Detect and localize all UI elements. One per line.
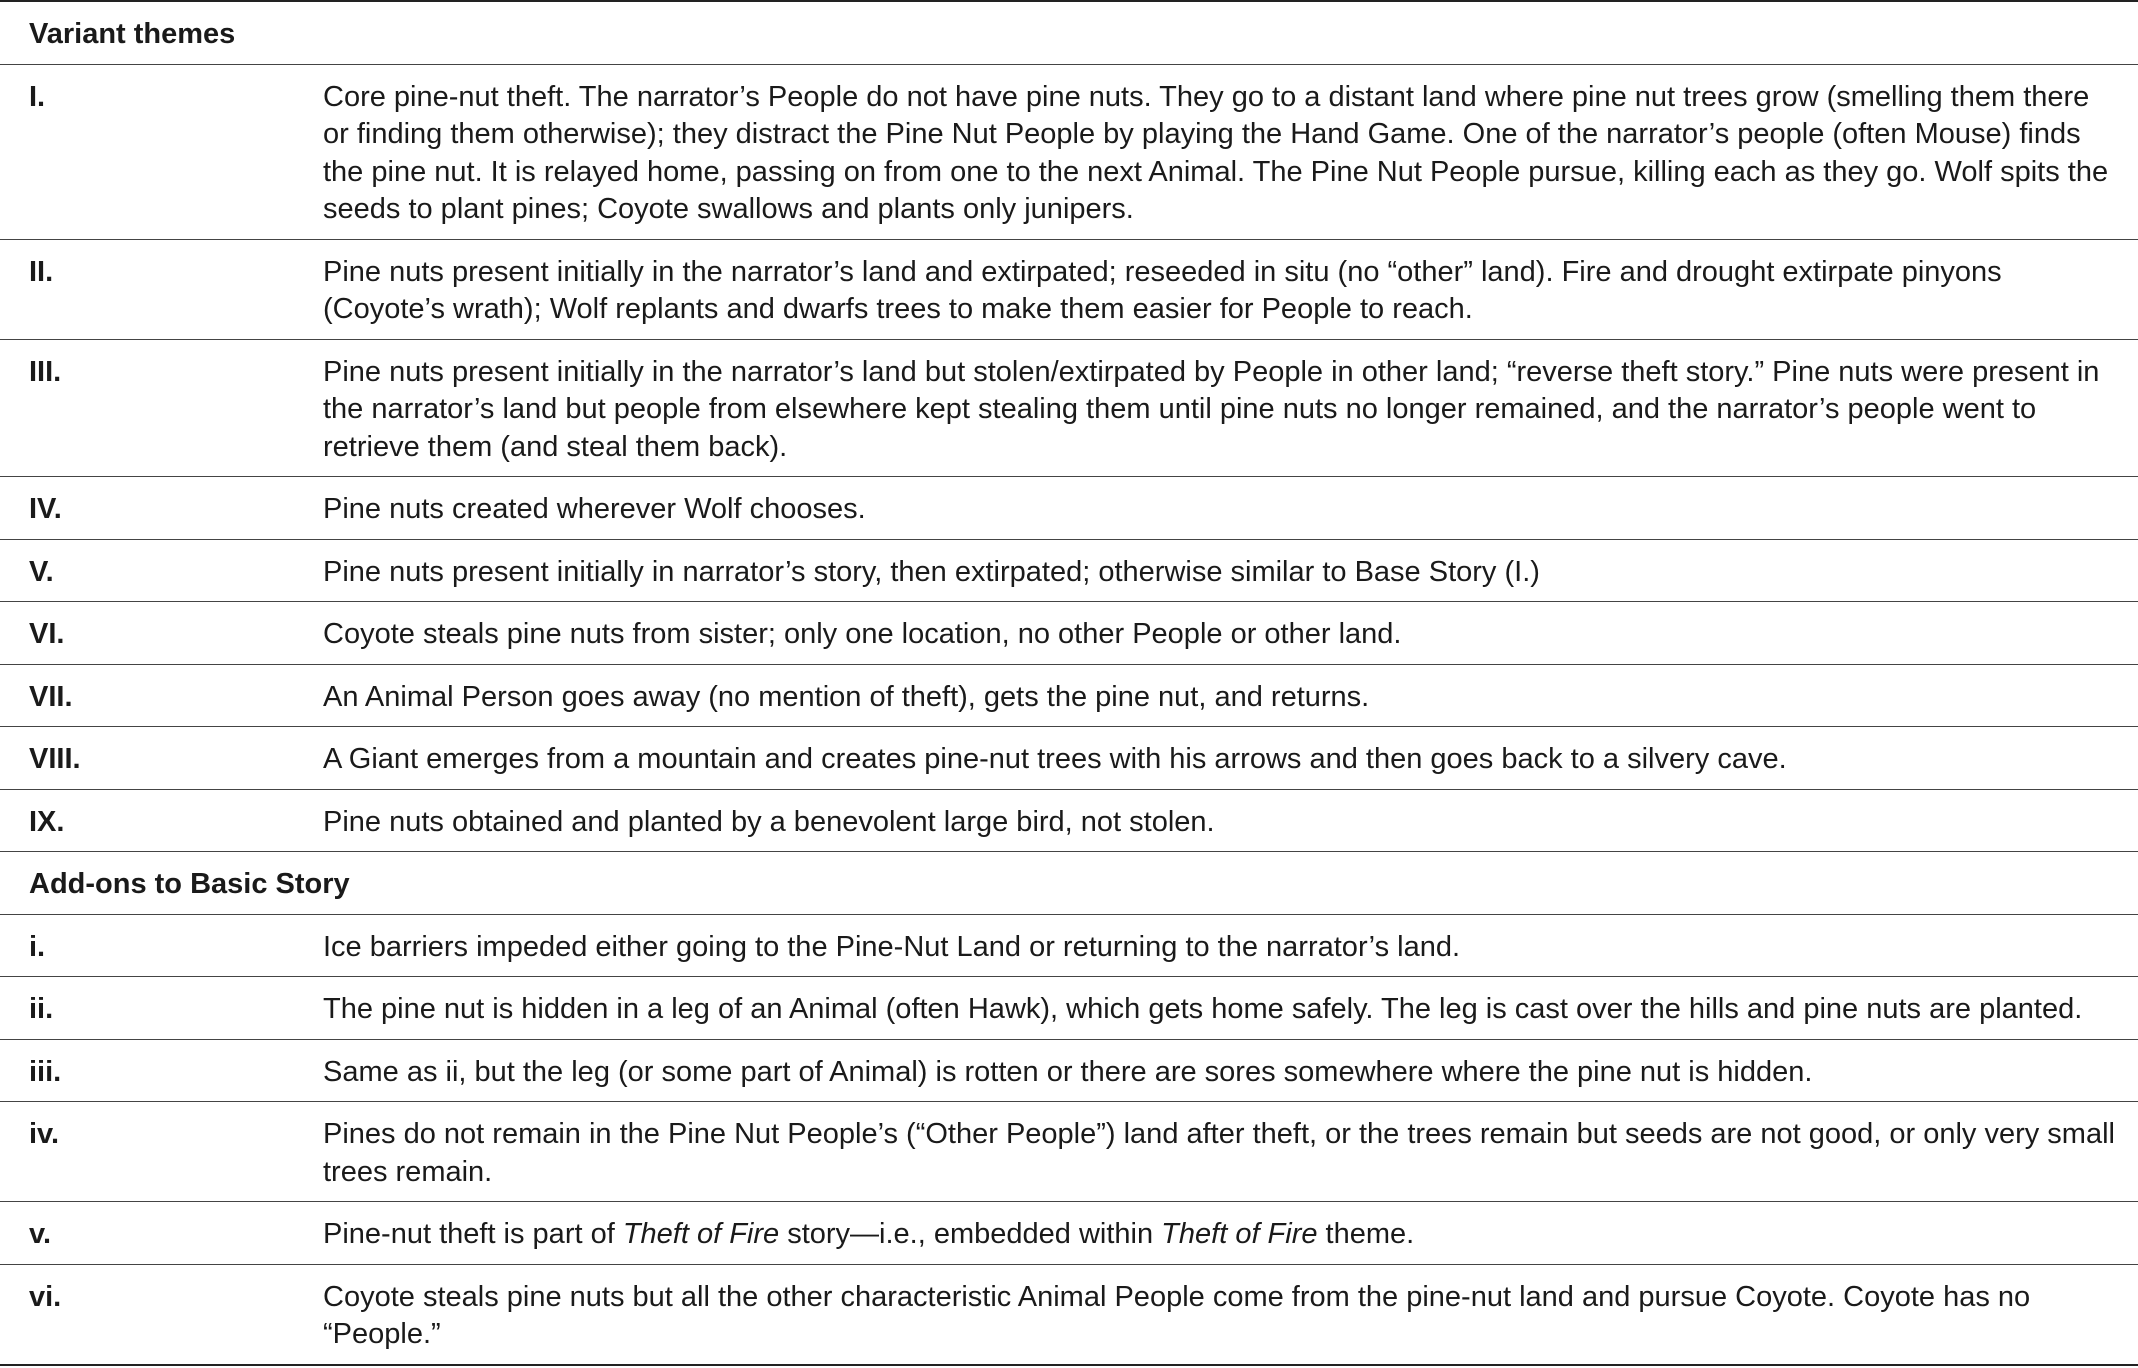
row-number: IX. — [29, 805, 65, 838]
table-row — [0, 727, 2138, 790]
row-number: IV. — [29, 493, 62, 525]
row-number: I. — [29, 80, 46, 113]
row-description: Coyote steals pine nuts but all the other characteristic Animal People come from the pine-nut land and pursue Coyote. Coyote has no “People.” — [323, 1280, 2031, 1350]
table-row — [0, 665, 2138, 728]
table-row — [0, 1102, 2138, 1202]
row-description: Pine nuts obtained and planted by a benevolent large bird, not stolen. — [323, 805, 1215, 838]
row-number: i. — [29, 930, 46, 963]
row-description: A Giant emerges from a mountain and creates pine-nut trees with his arrows and then goes back to a silvery cave. — [323, 743, 1787, 775]
table-row — [0, 477, 2138, 540]
row-description: Pine nuts present initially in the narrator’s land and extirpated; reseeded in situ (no “other” land). Fire and drought extirpate pinyons (Coyote’s wrath); Wolf replants and dwarfs trees to make them easier for People to reach. — [323, 255, 2002, 325]
row-description: An Animal Person goes away (no mention of theft), gets the pine nut, and returns. — [323, 680, 1370, 713]
row-description — [323, 1216, 2138, 1254]
row-number: VII. — [29, 680, 73, 713]
row-number: vi. — [29, 1280, 62, 1313]
row-number: iv. — [29, 1118, 60, 1150]
table-row — [0, 340, 2138, 478]
table-row — [0, 602, 2138, 665]
row-number: III. — [29, 355, 62, 388]
section-header-variant-themes — [0, 2, 2138, 65]
table-row — [0, 977, 2138, 1040]
row-description: Pines do not remain in the Pine Nut People’s (“Other People”) land after theft, or the trees remain but seeds are not good, or only very small trees remain. — [323, 1118, 2115, 1188]
row-description: Same as ii, but the leg (or some part of Animal) is rotten or there are sores somewhere where the pine nut is hidden. — [323, 1055, 1813, 1088]
row-description: Pine nuts present initially in narrator’s story, then extirpated; otherwise similar to Base Story (I.) — [323, 555, 1540, 588]
table-row — [0, 1040, 2138, 1103]
row-number: VI. — [29, 618, 65, 650]
row-description: The pine nut is hidden in a leg of an Animal (often Hawk), which gets home safely. The leg is cast over the hills and pine nuts are planted. — [323, 993, 2083, 1025]
row-description: Coyote steals pine nuts from sister; only one location, no other People or other land. — [323, 618, 1402, 650]
italic-title: Theft of Fire — [622, 1218, 780, 1250]
row-number: ii. — [29, 993, 54, 1025]
section-header-add-ons — [0, 852, 2138, 915]
table-row — [0, 1265, 2138, 1364]
row-description: Ice barriers impeded either going to the Pine-Nut Land or returning to the narrator’s land. — [323, 930, 1461, 963]
row-description: Core pine-nut theft. The narrator’s People do not have pine nuts. They go to a distant land where pine nut trees grow (smelling them there or finding them otherwise); they distract the Pine Nut People by playing the Hand Game. One of the narrator’s people (often Mouse) finds the pine nut. It is relayed home, passing on from one to the next Animal. The Pine Nut People pursue, killing each as they go. Wolf spits the seeds to plant pines; Coyote swallows and plants only junipers. — [323, 80, 2109, 225]
section-heading: Add-ons to Basic Story — [29, 868, 350, 900]
text-segment: Pine-nut theft is part of — [323, 1218, 623, 1250]
table-row — [0, 540, 2138, 603]
row-description: Pine nuts present initially in the narrator’s land but stolen/extirpated by People in other land; “reverse theft story.” Pine nuts were present in the narrator’s land but people from elsewhere kept stealing them until pine nuts no longer remained, and the narrator’s people went to retrieve them (and steal them back). — [323, 355, 2100, 463]
row-number: VIII. — [29, 743, 81, 775]
row-number: iii. — [29, 1055, 62, 1088]
table-row — [0, 915, 2138, 978]
row-number: v. — [29, 1218, 52, 1250]
table-row — [0, 240, 2138, 340]
row-number: II. — [29, 255, 54, 288]
text-segment: story—i.e., embedded within — [779, 1218, 1162, 1250]
italic-title: Theft of Fire — [1161, 1218, 1318, 1250]
row-description: Pine nuts created wherever Wolf chooses. — [323, 493, 866, 525]
section-heading: Variant themes — [29, 18, 236, 50]
row-number: V. — [29, 555, 54, 588]
text-segment: theme. — [1317, 1218, 1415, 1250]
table-row — [0, 1202, 2138, 1265]
table-row — [0, 65, 2138, 240]
table-row — [0, 790, 2138, 853]
